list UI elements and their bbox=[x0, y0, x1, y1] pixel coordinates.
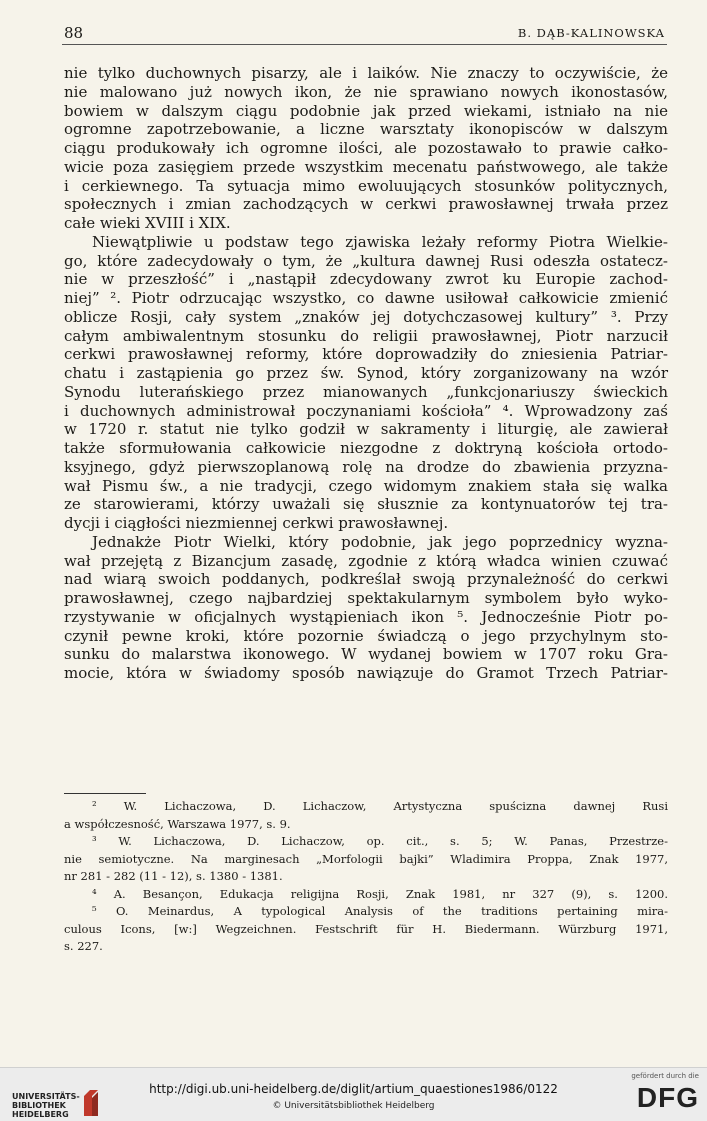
header-rule bbox=[62, 44, 667, 45]
footnote-line: nie semiotyczne. Na marginesach „Morfologii bajki” Wladimira Proppa, Znak 1977, bbox=[64, 851, 668, 866]
body-line: bowiem w dalszym ciągu podobnie jak przed wiekami, istniało na nie bbox=[64, 101, 668, 120]
body-line: rzystywanie w oficjalnych wystąpieniach ikon ⁵. Jednocześnie Piotr po- bbox=[64, 607, 668, 626]
body-line: wał przejętą z Bizancjum zasadę, zgodnie z którą władca winien czuwać bbox=[64, 551, 668, 570]
footnote-separator bbox=[64, 793, 146, 794]
body-line: w 1720 r. statut nie tylko godził w sakramenty i liturgię, ale zawierał bbox=[64, 420, 668, 439]
library-name: UNIVERSITÄTS- BIBLIOTHEK HEIDELBERG bbox=[12, 1092, 80, 1119]
body-line: całe wieki XVIII i XIX. bbox=[64, 214, 231, 232]
body-line: wicie poza zasięgiem przede wszystkim mecenatu państwowego, ale także bbox=[64, 157, 668, 176]
page-number: 88 bbox=[64, 24, 84, 42]
body-line: go, które zadecydowały o tym, że „kultura dawnej Rusi odeszła ostatecz- bbox=[64, 251, 668, 270]
footnotes bbox=[64, 798, 668, 956]
footnote-line: s. 227. bbox=[64, 939, 103, 953]
running-author: B. DĄB-KALINOWSKA bbox=[517, 26, 665, 40]
footnote-line: ⁵ O. Meinardus, A typological Analysis of the traditions pertaining mira- bbox=[92, 904, 668, 918]
body-line: ogromne zapotrzebowanie, a liczne warsztaty ikonopisców w dalszym bbox=[64, 120, 668, 139]
body-line: ksyjnego, gdyż pierwszoplanową rolę na drodze do zbawienia przyzna- bbox=[64, 457, 668, 476]
body-line: także sformułowania całkowicie niezgodne z doktryną kościoła ortodo- bbox=[64, 439, 668, 457]
body-line: i cerkiewnego. Ta sytuacja mimo ewoluujących stosunków politycznych, bbox=[64, 176, 668, 195]
body-line: prawosławnej, czego najbardziej spektakularnym symbolem było wyko- bbox=[64, 589, 668, 607]
footnote-line: ⁴ A. Besançon, Edukacja religijna Rosji, Znak 1981, nr 327 (9), s. 1200. bbox=[92, 886, 668, 901]
page-url-link[interactable]: http://digi.ub.uni-heidelberg.de/diglit/artium_quaestiones1986/0122 bbox=[149, 1082, 558, 1096]
body-line: całym ambiwalentnym stosunku do religii prawosławnej, Piotr narzucił bbox=[64, 326, 668, 345]
body-line: społecznych i zmian zachodzących w cerkwi prawosławnej trwała przez bbox=[64, 195, 668, 214]
body-line: sunku do malarstwa ikonowego. W wydanej bowiem w 1707 roku Gra- bbox=[64, 645, 668, 664]
copyright-text: © Universitätsbibliothek Heidelberg bbox=[272, 1101, 435, 1111]
body-line: wał Pismu św., a nie tradycji, czego widomym znakiem stała się walka bbox=[64, 476, 668, 495]
body-line: mocie, która w świadomy sposób nawiązuje do Gramot Trzech Patriar- bbox=[64, 664, 668, 682]
footnote-line: a współczesność, Warszawa 1977, s. 9. bbox=[64, 816, 291, 831]
body-line: dycji i ciągłości niezmiennej cerkwi prawosławnej. bbox=[64, 514, 449, 532]
footnote-line: ² W. Lichaczowa, D. Lichaczow, Artystyczna spuścizna dawnej Rusi bbox=[92, 799, 668, 813]
body-line: nie w przeszłość” i „nastąpił zdecydowany zwrot ku Europie zachod- bbox=[64, 270, 668, 289]
body-text bbox=[64, 64, 668, 683]
body-line: nie tylko duchownych pisarzy, ale i laików. Nie znaczy to oczywiście, że bbox=[64, 64, 668, 82]
footnote-line: culous Icons, [w:] Wegzeichnen. Festschrift für H. Biedermann. Würzburg 1971, bbox=[64, 921, 668, 936]
body-line: nie malowano już nowych ikon, że nie sprawiano nowych ikonostasów, bbox=[64, 82, 668, 101]
body-line: oblicze Rosji, cały system „znaków jej dotychczasowej kultury” ³. Przy bbox=[64, 307, 668, 326]
body-line: niej” ². Piotr odrzucając wszystko, co dawne usiłował całkowicie zmienić bbox=[64, 289, 668, 307]
footnote-line: ³ W. Lichaczowa, D. Lichaczow, op. cit., s. 5; W. Panas, Przestrze- bbox=[92, 834, 668, 848]
dfg-caption: gefördert durch die bbox=[631, 1072, 699, 1080]
body-line: ze starowierami, którzy uważali się słusznie za kontynuatorów tej tra- bbox=[64, 495, 668, 514]
running-header bbox=[64, 24, 665, 44]
body-line: cerkwi prawosławnej reformy, które doprowadziły do zniesienia Patriar- bbox=[64, 345, 668, 364]
body-line: Niewątpliwie u podstaw tego zjawiska leżały reformy Piotra Wielkie- bbox=[92, 232, 668, 251]
viewer-footer bbox=[0, 1067, 707, 1121]
body-line: i duchownych administrował poczynaniami kościoła” ⁴. Wprowadzony zaś bbox=[64, 401, 668, 420]
body-line: nad wiarą swoich poddanych, podkreślał swoją przynależność do cerkwi bbox=[64, 570, 668, 589]
body-line: chatu i zastąpienia go przez św. Synod, który zorganizowany na wzór bbox=[64, 364, 668, 382]
dfg-logo[interactable]: DFG bbox=[636, 1082, 699, 1113]
body-line: Synodu luterańskiego przez mianowanych „funkcjonariuszy świeckich bbox=[64, 382, 668, 401]
body-line: Jednakże Piotr Wielki, który podobnie, jak jego poprzednicy wyzna- bbox=[92, 532, 668, 551]
footnote-line: nr 281 - 282 (11 - 12), s. 1380 - 1381. bbox=[64, 869, 283, 883]
body-line: ciągu produkowały ich ogromne ilości, ale pozostawało to prawie całko- bbox=[64, 139, 668, 157]
body-line: czynił pewne kroki, które pozornie świadczą o jego przychylnym sto- bbox=[64, 626, 668, 645]
